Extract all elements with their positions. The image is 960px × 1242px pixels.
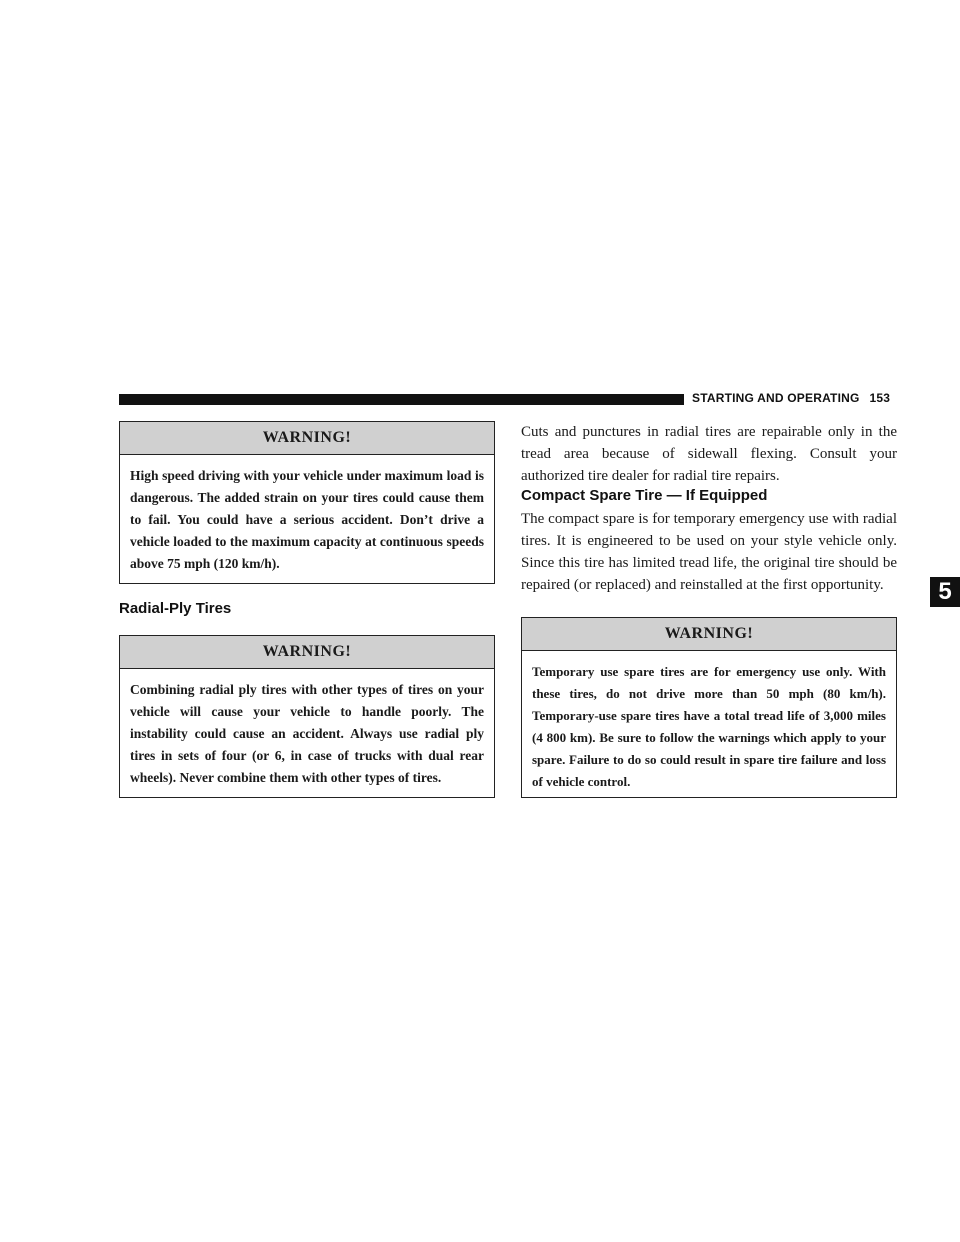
warning-box-max-load (119, 421, 495, 584)
warning-title: WARNING! (522, 618, 896, 651)
chapter-tab: 5 (930, 577, 960, 607)
page-number: 153 (869, 391, 891, 405)
warning-box-radial-ply (119, 635, 495, 798)
section-title: STARTING AND OPERATING (692, 391, 860, 405)
warning-title: WARNING! (120, 636, 494, 669)
warning-body: Combining radial ply tires with other types of tires on your vehicle will cause your vehicle to handle poorly. The instability could cause an accident. Always use radial ply tires in sets of four (or 6, in case of trucks with dual rear wheels). Never combine them with other types of tires. (130, 682, 484, 785)
header-rule (119, 394, 684, 405)
running-header (692, 391, 902, 405)
paragraph-compact-spare: The compact spare is for temporary emergency use with radial tires. It is engineered to be used on your style vehicle only. Since this tire has limited tread life, the original tire should be repaired (or replaced) and reinstalled at the first opportunity. (521, 511, 897, 593)
heading-radial-ply-tires: Radial-Ply Tires (119, 600, 232, 617)
paragraph-cuts-punctures: Cuts and punctures in radial tires are repairable only in the tread area because of sidewall flexing. Consult your authorized tire dealer for radial tire repairs. (521, 424, 897, 484)
heading-compact-spare: Compact Spare Tire — If Equipped (521, 487, 768, 504)
warning-body: High speed driving with your vehicle under maximum load is dangerous. The added strain on your tires could cause them to fail. You could have a serious accident. Don’t drive a vehicle loaded to the maximum capacity at continuous speeds above 75 mph (120 km/h). (130, 468, 484, 571)
warning-box-spare-tire (521, 617, 897, 798)
warning-title: WARNING! (120, 422, 494, 455)
warning-body: Temporary use spare tires are for emergency use only. With these tires, do not drive more than 50 mph (80 km/h). Temporary-use spare tires have a total tread life of 3,000 miles (4 800 km). Be sure to follow the warnings which apply to your spare. Failure to do so could result in spare tire failure and loss of vehicle control. (532, 664, 886, 789)
